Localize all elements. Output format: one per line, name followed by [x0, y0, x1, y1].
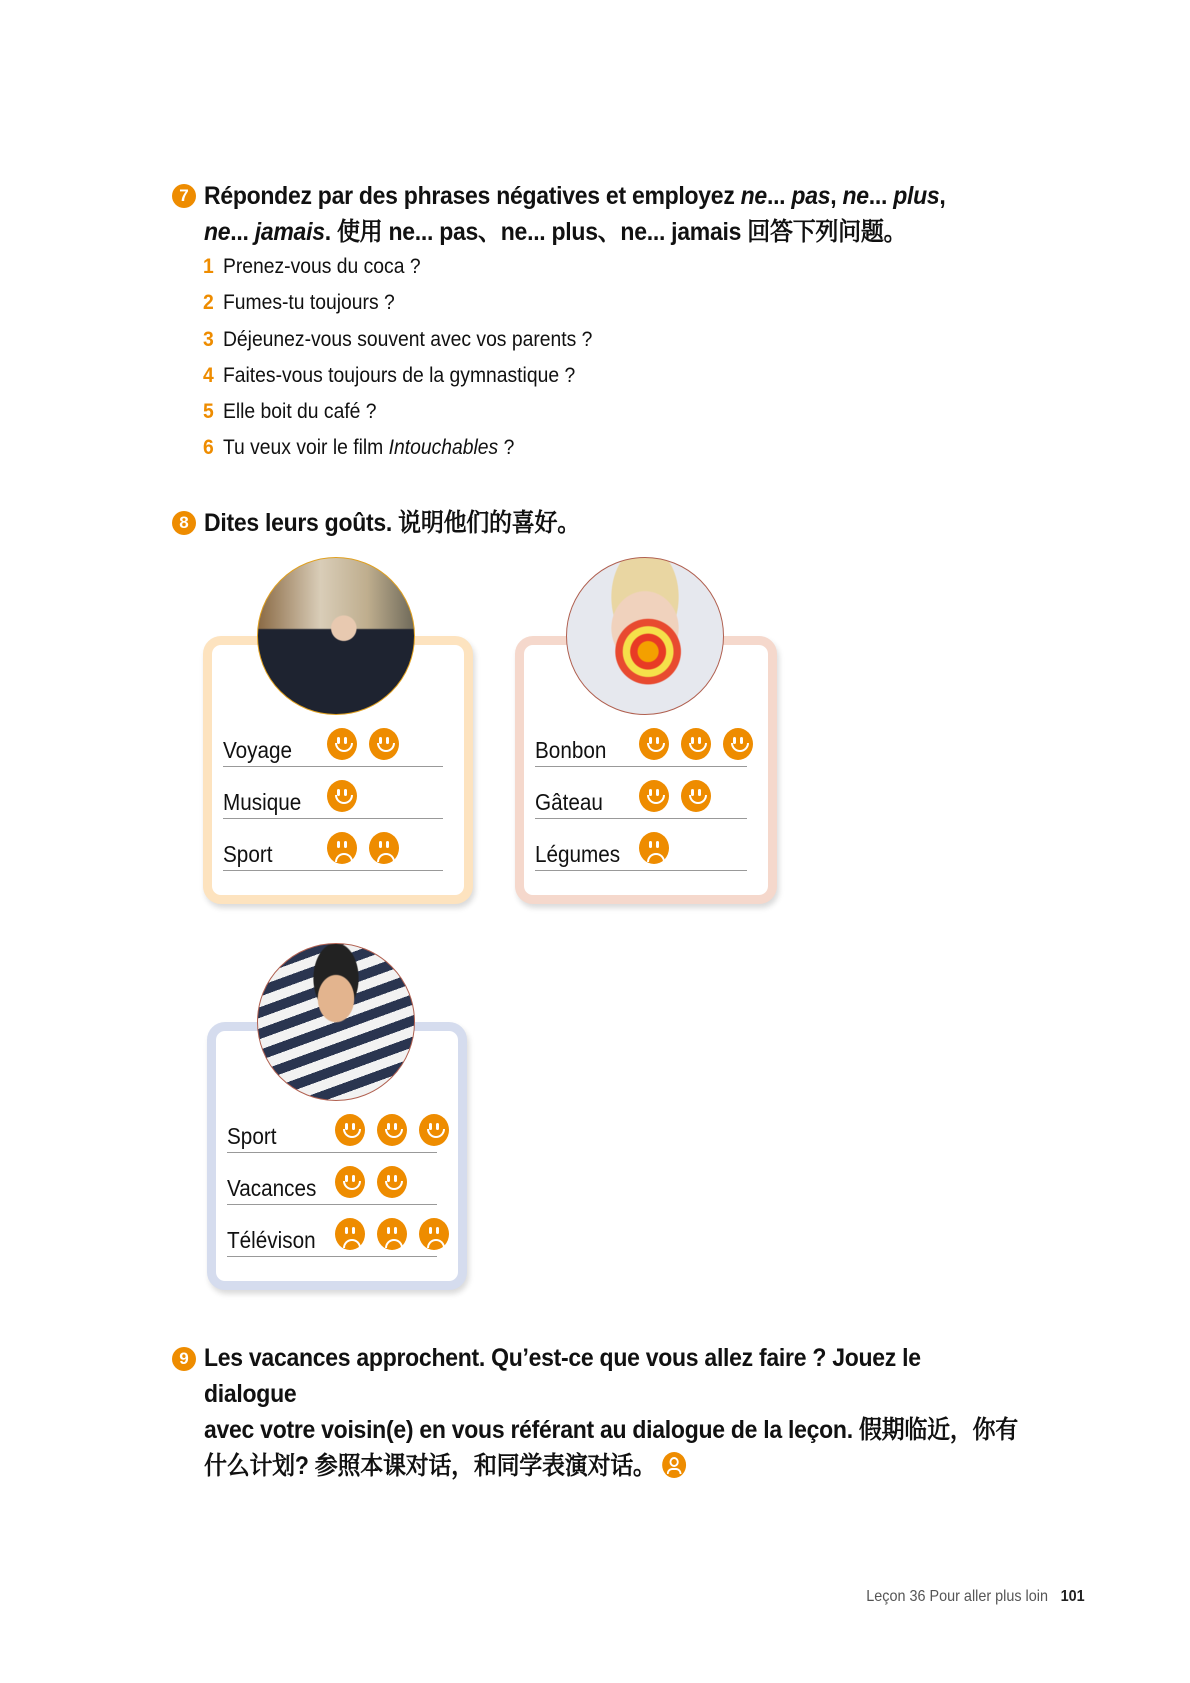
question-2: 2 Fumes-tu toujours ? — [203, 291, 395, 314]
sad-face-icon — [369, 832, 399, 864]
preference-row — [227, 1112, 437, 1153]
preference-row — [535, 778, 747, 819]
smiley-face-icon — [369, 728, 399, 760]
preference-label: Sport — [223, 841, 273, 867]
exercise-7-number: 7 — [172, 184, 196, 208]
sad-face-icon — [327, 832, 357, 864]
lesson-title: Leçon 36 Pour aller plus loin — [866, 1588, 1049, 1605]
preference-label: Musique — [223, 789, 302, 815]
smiley-face-icon — [335, 1166, 365, 1198]
sad-face-icon — [639, 832, 669, 864]
page-footer — [867, 1588, 1085, 1606]
woman-with-camera-photo — [257, 557, 415, 715]
exercise-7-title: Répondez par des phrases négatives et employez ne... pas, ne... plus, ne... jamais. 使用 ne... pas、ne... plus、ne... jamais 回答下列问题。 — [204, 182, 946, 246]
smiley-face-icon — [327, 728, 357, 760]
smiley-face-icon — [681, 728, 711, 760]
preference-label: Vacances — [227, 1175, 317, 1201]
preference-label: Sport — [227, 1123, 277, 1149]
preference-row — [535, 726, 747, 767]
sad-face-icon — [419, 1218, 449, 1250]
smiley-face-icon — [681, 780, 711, 812]
exercise-8-number: 8 — [172, 511, 196, 535]
boy-with-lollipop-photo — [566, 557, 724, 715]
smiley-face-icon — [639, 780, 669, 812]
page-number: 101 — [1060, 1588, 1085, 1605]
preference-row — [223, 830, 443, 871]
preference-label: Légumes — [535, 841, 621, 867]
smiley-face-icon — [377, 1166, 407, 1198]
smiley-face-icon — [327, 780, 357, 812]
smiley-face-icon — [377, 1114, 407, 1146]
pair-work-icon — [662, 1452, 686, 1478]
question-1: 1 Prenez-vous du coca ? — [203, 255, 421, 278]
preference-row — [223, 726, 443, 767]
preference-label: Bonbon — [535, 737, 607, 763]
smiley-face-icon — [723, 728, 753, 760]
boy-in-striped-hoodie-photo — [257, 943, 415, 1101]
preference-label: Gâteau — [535, 789, 603, 815]
question-5: 5 Elle boit du café ? — [203, 400, 377, 423]
question-4: 4 Faites-vous toujours de la gymnastique ? — [203, 364, 576, 387]
exercise-9-title: Les vacances approchent. Qu’est-ce que vous allez faire ? Jouez le dialogue avec votre voisin(e) en vous référant au dialogue de la leçon. 假期临近，你有 什么计划? 参照本课对话，和同学表演对话。 — [204, 1344, 1019, 1480]
question-6: 6 Tu veux voir le film Intouchables ? — [203, 436, 515, 459]
preference-label: Télévison — [227, 1227, 316, 1253]
sad-face-icon — [335, 1218, 365, 1250]
preference-row — [223, 778, 443, 819]
exercise-9-number: 9 — [172, 1347, 196, 1371]
smiley-face-icon — [419, 1114, 449, 1146]
exercise-8-title: Dites leurs goûts. 说明他们的喜好。 — [204, 509, 580, 537]
preference-row — [227, 1164, 437, 1205]
preference-row — [535, 830, 747, 871]
preference-label: Voyage — [223, 737, 293, 763]
sad-face-icon — [377, 1218, 407, 1250]
smiley-face-icon — [335, 1114, 365, 1146]
question-3: 3 Déjeunez-vous souvent avec vos parents ? — [203, 328, 593, 351]
preference-row — [227, 1216, 437, 1257]
smiley-face-icon — [639, 728, 669, 760]
